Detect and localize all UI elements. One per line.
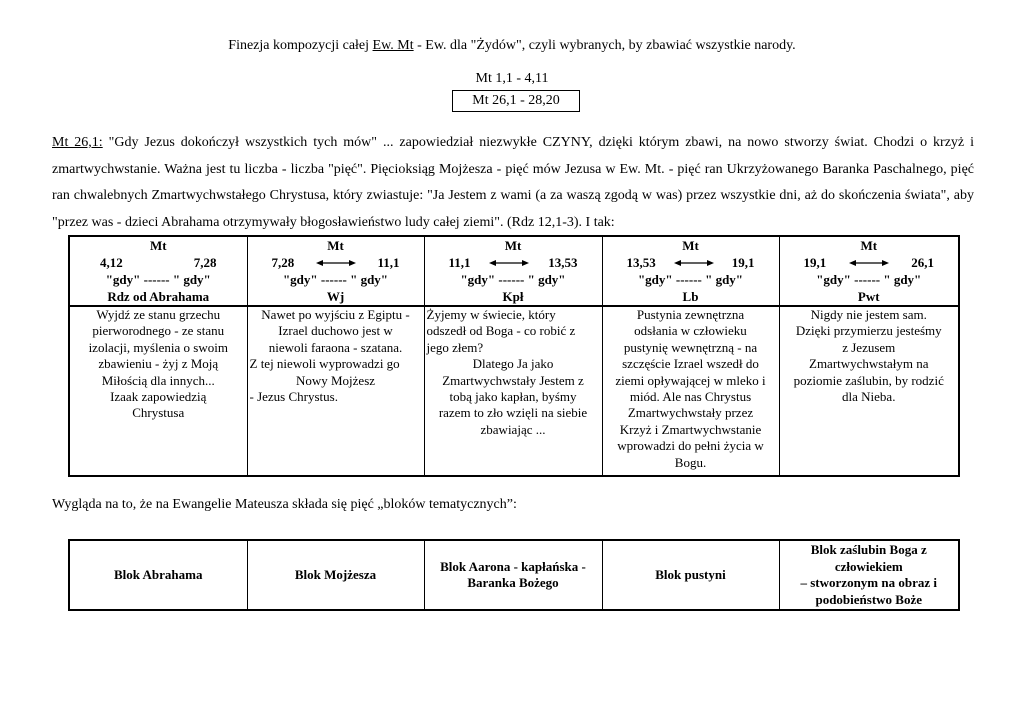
- speech-text-line: Z tej niewoli wyprowadzi go: [249, 356, 400, 372]
- thematic-block-cell: [602, 540, 779, 610]
- speech-text-line: Wyjdź ze stanu grzechu: [96, 307, 221, 322]
- double-arrow-icon: [674, 258, 714, 268]
- reference-first: Mt 1,1 - 4,11: [475, 71, 549, 86]
- speech-ot-reference: Lb: [682, 289, 699, 304]
- speech-range: [72, 254, 245, 271]
- speech-ot-reference: Wj: [326, 289, 345, 304]
- speech-header-cell: [247, 236, 424, 306]
- speech-body-cell: [779, 306, 959, 476]
- speeches-header-row: [69, 236, 959, 306]
- speech-range: [782, 254, 957, 271]
- range-from: 11,1: [448, 255, 471, 270]
- speech-text-line: Miłością dla innych...: [101, 372, 215, 388]
- speech-text-line: Dzięki przymierzu jesteśmy: [795, 323, 942, 339]
- speech-text-line: odszedł od Boga - co robić z: [426, 323, 576, 339]
- speech-text-line: Chrystusa: [132, 405, 185, 421]
- double-arrow-icon: [849, 258, 889, 268]
- speech-text-line: Krzyż i Zmartwychwstanie: [619, 421, 762, 437]
- double-arrow-icon: [316, 258, 356, 268]
- block-label-line: Blok zaślubin Boga z: [810, 542, 927, 557]
- speech-text-line: Żyjemy w świecie, który: [426, 307, 556, 322]
- speech-text-line: miód. Ale nas Chrystus: [629, 389, 752, 405]
- range-to: 7,28: [193, 255, 217, 270]
- title-suffix: - Ew. dla "Żydów", czyli wybranych, by zbawiać wszystkie narody.: [413, 38, 796, 53]
- speech-ot-reference: Pwt: [857, 289, 880, 304]
- range-to: 19,1: [731, 255, 755, 270]
- speech-header-cell: [602, 236, 779, 306]
- thematic-block-cell: [424, 540, 602, 610]
- block-label-line: Blok pustyni: [655, 566, 726, 582]
- block-label-line: Baranka Bożego: [467, 575, 559, 590]
- speech-text-line: izolacji, myślenia o swoim: [88, 339, 228, 355]
- speech-header-cell: [779, 236, 959, 306]
- speech-body-cell: [247, 306, 424, 476]
- speech-text-line: Zmartwychwstały Jestem z: [442, 372, 584, 388]
- speech-text-line: Nawet po wyjściu z Egiptu -: [261, 307, 410, 322]
- block-label-line: Blok Aarona - kapłańska -: [440, 558, 586, 574]
- speech-text-line: Zmartwychwstałym na: [809, 356, 929, 372]
- thematic-block-cell: [779, 540, 959, 610]
- speech-gdy: "gdy" ------ " gdy": [460, 272, 566, 287]
- thematic-block-cell: [247, 540, 424, 610]
- range-to: 13,53: [548, 255, 578, 270]
- speech-text-line: pierworodnego - ze stanu: [92, 323, 225, 339]
- thematic-blocks-table: [68, 539, 960, 611]
- speech-text-line: odsłania w człowieku: [634, 323, 747, 339]
- range-from: 13,53: [626, 255, 656, 270]
- block-label-line: podobieństwo Boże: [815, 591, 923, 607]
- speech-text-line: pustynię wewnętrzną - na: [623, 339, 758, 355]
- speech-ot-reference: Kpł: [502, 289, 524, 304]
- speech-text-line: ziemi opływającej w mleko i: [615, 372, 766, 388]
- speech-text-line: zbawiając ...: [480, 421, 546, 437]
- speech-text-line: tobą jako kapłan, byśmy: [449, 389, 577, 405]
- speech-range: [427, 254, 600, 271]
- speech-text-line: Nowy Mojżesz: [295, 372, 376, 388]
- speech-text-line: poziomie zaślubin, by rodzić: [793, 372, 944, 388]
- speech-text-line: Izaak zapowiedzią: [110, 389, 207, 405]
- double-arrow-icon: [489, 258, 529, 268]
- speech-book: Mt: [149, 238, 167, 253]
- speech-text-line: Dlatego Ja jako: [472, 356, 554, 372]
- speech-header-cell: [69, 236, 247, 306]
- block-label-line: Blok Abrahama: [114, 566, 203, 582]
- speech-range: [605, 254, 777, 271]
- range-to: 11,1: [377, 255, 400, 270]
- speech-text-line: z Jezusem: [842, 339, 896, 355]
- title-link: Ew. Mt: [372, 38, 414, 53]
- block-label-line: człowiekiem: [834, 558, 903, 574]
- document-title: [0, 38, 1024, 54]
- blocks-subtitle: Wygląda na to, że na Ewangelie Mateusza składa się pięć „bloków tematycznych”:: [52, 497, 517, 512]
- range-from: 19,1: [803, 255, 827, 270]
- speech-header-cell: [424, 236, 602, 306]
- speech-text-line: zbawieniu - żyj z Moją: [98, 356, 219, 372]
- speech-text-line: niewoli faraona - szatana.: [268, 339, 403, 355]
- speech-book: Mt: [504, 238, 522, 253]
- speech-text-line: Pustynia zewnętrzna: [636, 307, 745, 322]
- speech-body-cell: [424, 306, 602, 476]
- speech-text-line: - Jezus Chrystus.: [249, 389, 338, 405]
- title-prefix: Finezja kompozycji całej: [228, 38, 373, 53]
- speech-text-line: Zmartwychwstały przez: [627, 405, 754, 421]
- speech-text-line: dla Nieba.: [842, 389, 896, 405]
- speech-gdy: "gdy" ------ " gdy": [816, 272, 922, 287]
- range-from: 7,28: [271, 255, 295, 270]
- speech-text-line: Nigdy nie jestem sam.: [810, 307, 927, 322]
- speech-text-line: jego złem?: [426, 339, 484, 355]
- speech-body-cell: [602, 306, 779, 476]
- speech-gdy: "gdy" ------ " gdy": [637, 272, 744, 287]
- speech-book: Mt: [327, 238, 344, 253]
- blocks-row: [69, 540, 959, 610]
- speech-ot-reference: Rdz od Abrahama: [107, 289, 210, 304]
- speech-text-line: wprowadzi do pełni życia w: [617, 438, 764, 454]
- speech-text-line: Izrael duchowo jest w: [278, 323, 393, 339]
- speech-range: [250, 254, 422, 271]
- range-to: 26,1: [911, 255, 934, 270]
- intro-paragraph: [52, 130, 974, 236]
- speeches-table: [68, 235, 960, 477]
- speeches-body-row: [69, 306, 959, 476]
- thematic-block-cell: [69, 540, 247, 610]
- reference-second-boxed: Mt 26,1 - 28,20: [452, 90, 580, 112]
- speech-book: Mt: [682, 238, 699, 253]
- speech-gdy: "gdy" ------ " gdy": [105, 272, 211, 287]
- speech-gdy: "gdy" ------ " gdy": [282, 272, 389, 287]
- intro-text: "Gdy Jezus dokończył wszystkich tych mów" ... zapowiedział niezwykłe CZYNY, dzięki którym zbawi, na nowo stworzy świat. Chodzi o krzyż i zmartwychwstanie. Ważna jest tu liczba - liczba "pięć". Pięcioksiąg Mojżesza - pięć mów Jezusa w Ew. Mt. - pięć ran Ukrzyżowanego Baranka Paschalnego, pięć ran chwalebnych Zmartwychwstałego Chrystusa, który zwiastuje: "Ja Jestem z wami (a za waszą zgodą w was) przez wszystkie dni, aż do skończenia świata", aby "przez was - dzieci Abrahama otrzymywały błogosławieństwo ludy całej ziemi". (Rdz 12,1-3). I tak:: [52, 135, 974, 230]
- intro-reference: Mt 26,1:: [52, 135, 103, 150]
- speech-body-cell: [69, 306, 247, 476]
- block-label-line: Blok Mojżesza: [294, 566, 377, 582]
- speech-text-line: Bogu.: [674, 454, 707, 470]
- block-label-line: – stworzonym na obraz i: [800, 575, 937, 590]
- speech-text-line: szczęście Izrael wszedł do: [622, 356, 759, 372]
- speech-book: Mt: [860, 238, 878, 253]
- speech-text-line: razem to zło wzięli na siebie: [438, 405, 588, 421]
- range-from: 4,12: [100, 255, 123, 270]
